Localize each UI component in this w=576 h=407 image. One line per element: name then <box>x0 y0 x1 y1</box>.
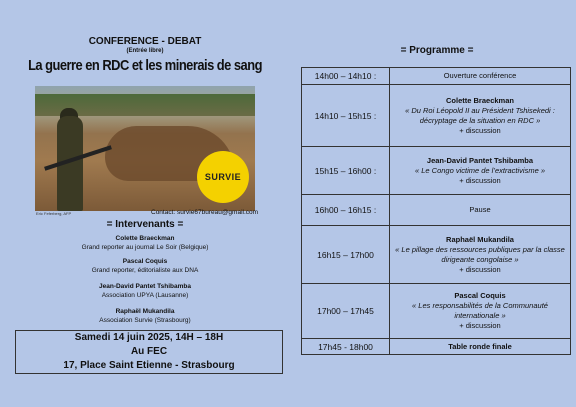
slot-speaker: Jean-David Pantet Tshibamba <box>426 155 534 165</box>
speaker-role: Association Survie (Strasbourg) <box>99 317 191 324</box>
speaker-name: Pascal Coquis <box>122 258 168 265</box>
speaker-name: Raphaël Mukandila <box>115 308 175 315</box>
speaker <box>0 307 290 325</box>
slot-time: 16h00 – 16h15 : <box>302 195 390 226</box>
slot-extra: + discussion <box>459 175 501 185</box>
slot-description <box>390 226 571 284</box>
speaker-name: Jean-David Pantet Tshibamba <box>99 283 191 290</box>
photo-credit: Eric Feferberg, AFP <box>36 211 72 216</box>
programme-row <box>302 195 571 226</box>
programme-row <box>302 147 571 195</box>
slot-extra: + discussion <box>459 321 501 330</box>
speaker-name: Colette Braeckman <box>115 235 175 242</box>
slot-speaker: Raphaël Mukandila <box>446 234 514 244</box>
intervenants-heading: = Intervenants = <box>106 219 184 230</box>
speaker <box>0 234 290 252</box>
event-venue: Au FEC <box>130 346 168 357</box>
slot-time: 17h45 - 18h00 <box>302 339 390 355</box>
event-title: La guerre en RDC et les minerais de sang <box>28 57 262 74</box>
event-address: 17, Place Saint Etienne - Strasbourg <box>63 360 235 371</box>
slot-time: 14h10 – 15h15 : <box>302 85 390 147</box>
slot-description <box>390 284 571 339</box>
speaker-role: Grand reporter au journal Le Soir (Belgique) <box>81 244 209 251</box>
slot-description <box>390 339 571 355</box>
slot-time: 15h15 – 16h00 : <box>302 147 390 195</box>
programme-row <box>302 68 571 85</box>
slot-speaker: Pascal Coquis <box>454 291 506 300</box>
slot-talk-title: « Du Roi Léopold II au Président Tshisekedi : décryptage de la situation en RDC » <box>405 105 555 125</box>
programme-table <box>301 67 571 355</box>
slot-talk-title: « Le Congo victime de l’extractivisme » <box>414 165 546 175</box>
slot-speaker: Colette Braeckman <box>446 95 514 105</box>
programme-row <box>302 85 571 147</box>
speaker-role: Association UPYA (Lausanne) <box>101 292 189 299</box>
slot-speaker: Table ronde finale <box>448 341 512 351</box>
slot-description <box>390 195 571 226</box>
right-panel <box>298 0 576 407</box>
programme-row <box>302 284 571 339</box>
slot-extra: + discussion <box>459 264 501 274</box>
programme-row <box>302 339 571 355</box>
slot-label: Pause <box>469 205 491 214</box>
event-date: Samedi 14 juin 2025, 14H – 18H <box>74 332 224 343</box>
entry-note: (Entrée libre) <box>126 48 164 54</box>
slot-time: 17h00 – 17h45 <box>302 284 390 339</box>
slot-description <box>390 147 571 195</box>
speaker-role: Grand reporter, éditorialiste aux DNA <box>91 267 199 274</box>
slot-label: Ouverture conférence <box>443 71 517 80</box>
speaker <box>0 257 290 275</box>
slot-time: 16h15 – 17h00 <box>302 226 390 284</box>
programme-row <box>302 226 571 284</box>
slot-talk-title: « Le pillage des ressources publiques par la classe dirigeante congolaise » <box>395 244 565 264</box>
slot-time: 14h00 – 14h10 : <box>302 68 390 85</box>
speaker <box>0 282 290 300</box>
conference-heading: CONFERENCE - DEBAT <box>88 36 202 47</box>
slot-talk-title: « Les responsabilités de la Communauté internationale » <box>412 301 548 320</box>
slot-description <box>390 85 571 147</box>
date-venue-box <box>15 330 283 374</box>
programme-heading: = Programme = <box>400 45 474 56</box>
survie-logo: SURVIE <box>197 151 249 203</box>
slot-description <box>390 68 571 85</box>
slot-extra: + discussion <box>459 125 501 135</box>
contact-email: Contact: survie67bureau@gmail.com <box>151 209 259 216</box>
